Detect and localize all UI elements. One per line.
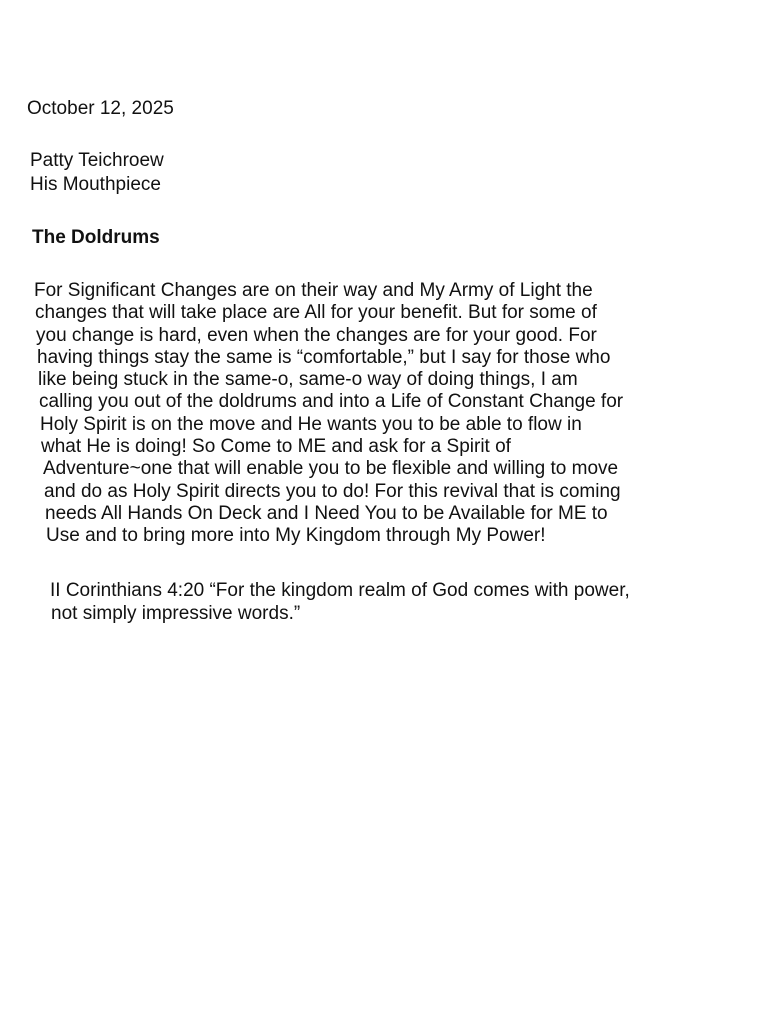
body-line: like being stuck in the same-o, same-o way of doing things, I am <box>38 369 578 391</box>
body-line: Adventure~one that will enable you to be flexible and willing to move <box>43 458 619 480</box>
body-line: calling you out of the doldrums and into a Life of Constant Change for <box>39 391 624 413</box>
scripture-line: II Corinthians 4:20 “For the kingdom realm of God comes with power, <box>50 580 630 601</box>
author-name: Patty Teichroew <box>30 150 164 171</box>
document-title: The Doldrums <box>32 227 160 248</box>
body-line: what He is doing! So Come to ME and ask for a Spirit of <box>41 436 511 458</box>
body-line: and do as Holy Spirit directs you to do! For this revival that is coming <box>44 480 621 502</box>
body-line: For Significant Changes are on their way and My Army of Light the <box>34 280 593 301</box>
body-line: you change is hard, even when the changes are for your good. For <box>36 324 597 346</box>
body-line: Holy Spirit is on the move and He wants you to be able to flow in <box>40 413 582 435</box>
document-date: October 12, 2025 <box>27 98 174 119</box>
body-line: having things stay the same is “comfortable,” but I say for those who <box>37 346 611 368</box>
body-line: needs All Hands On Deck and I Need You to be Available for ME to <box>45 502 608 524</box>
body-line: Use and to bring more into My Kingdom through My Power! <box>46 525 546 547</box>
author-role: His Mouthpiece <box>30 174 161 195</box>
body-line: changes that will take place are All for your benefit. But for some of <box>35 302 597 324</box>
author-block <box>30 149 164 197</box>
scripture-line: not simply impressive words.” <box>51 602 301 624</box>
message-body <box>34 280 734 548</box>
scripture-reference <box>50 580 740 625</box>
